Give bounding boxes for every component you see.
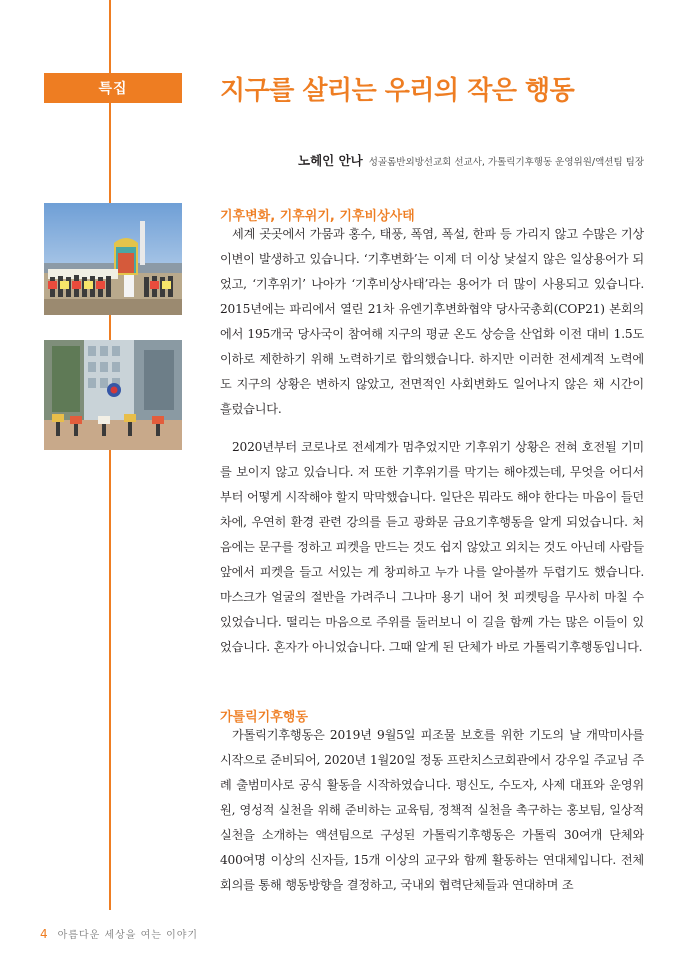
page-footer	[40, 926, 198, 941]
accent-rule-vertical	[109, 0, 111, 910]
section-tag: 특집	[44, 73, 182, 103]
photo-picketing-city-plaza	[44, 340, 182, 450]
paragraph: 2020년부터 코로나로 전세계가 멈추었지만 기후위기 상황은 전혀 호전될 기미를 보이지 않고 있습니다. 저 또한 기후위기를 막기는 해야겠는데, 무엇을 어디서부터 어떻게 시작해야 할지 막막했습니다. 일단은 뭐라도 해야 한다는 마음이 들던 차에, 우연히 환경 관련 강의를 듣고 광화문 금요기후행동을 알게 되었습니다. 처음에는 문구를 정하고 피켓을 만드는 것도 쉽지 않았고 외치는 것도 아닌데 사람들 앞에서 피켓을 들고 서있는 게 창피하고 누가 나를 알아볼까 두렵기도 했습니다. 마스크가 얼굴의 절반을 가려주니 그나마 용기 내어 첫 피켓팅을 무사히 마칠 수 있었습니다. 떨리는 마음으로 주위를 둘러보니 이 길을 함께 가는 많은 이들이 있었습니다. 혼자가 아니었습니다. 그때 알게 된 단체가 바로 가톨릭기후행동입니다.	[220, 440, 644, 654]
author-role: 성골롬반외방선교회 선교사, 가톨릭기후행동 운영위원/액션팀 팀장	[368, 157, 644, 168]
author-byline	[298, 151, 644, 169]
section-heading-climate-crisis: 기후변화, 기후위기, 기후비상사태	[220, 209, 415, 224]
page-number: 4	[40, 927, 48, 941]
photo-group-protest-waterfront	[44, 203, 182, 315]
section-heading-catholic-climate-action: 가톨릭기후행동	[220, 710, 308, 725]
footer-publication-name: 아름다운 세상을 여는 이야기	[57, 930, 199, 941]
paragraph: 세계 곳곳에서 가뭄과 홍수, 태풍, 폭염, 폭설, 한파 등 가리지 않고 수많은 기상이변이 발생하고 있습니다. ‘기후변화’는 이제 더 이상 낯설지 않은 일상용어가 되었고, ‘기후위기’ 나아가 ‘기후비상사태’라는 용어가 더 많이 사용되고 있습니다. 2015년에는 파리에서 열린 21차 유엔기후변화협약 당사국총회(COP21) 본회의에서 195개국 당사국이 참여해 지구의 평균 온도 상승을 산업화 이전 대비 1.5도 이하로 제한하기 위해 노력하기로 합의했습니다. 하지만 이러한 전세계적 노력에도 지구의 상황은 변하지 않았고, 전면적인 사회변화도 일어나지 않은 채 시간이 흘렀습니다.	[220, 227, 644, 416]
article-title: 지구를 살리는 우리의 작은 행동	[220, 76, 575, 106]
paragraph: 가톨릭기후행동은 2019년 9월5일 피조물 보호를 위한 기도의 날 개막미사를 시작으로 준비되어, 2020년 1월20일 정동 프란치스코회관에서 강우일 주교님 주례 출범미사로 공식 활동을 시작하였습니다. 평신도, 수도자, 사제 대표와 운영위원, 영성적 실천을 위해 준비하는 교육팀, 정책적 실천을 촉구하는 홍보팀, 일상적 실천을 소개하는 액션팀으로 구성된 가톨릭기후행동은 가톨릭 30여개 단체와 400여명 이상의 신자들, 15개 이상의 교구와 함께 활동하는 연대체입니다. 전체회의를 통해 행동방향을 결정하고, 국내외 협력단체들과 연대하며 조	[220, 728, 644, 892]
author-name: 노헤인 안나	[298, 153, 363, 168]
